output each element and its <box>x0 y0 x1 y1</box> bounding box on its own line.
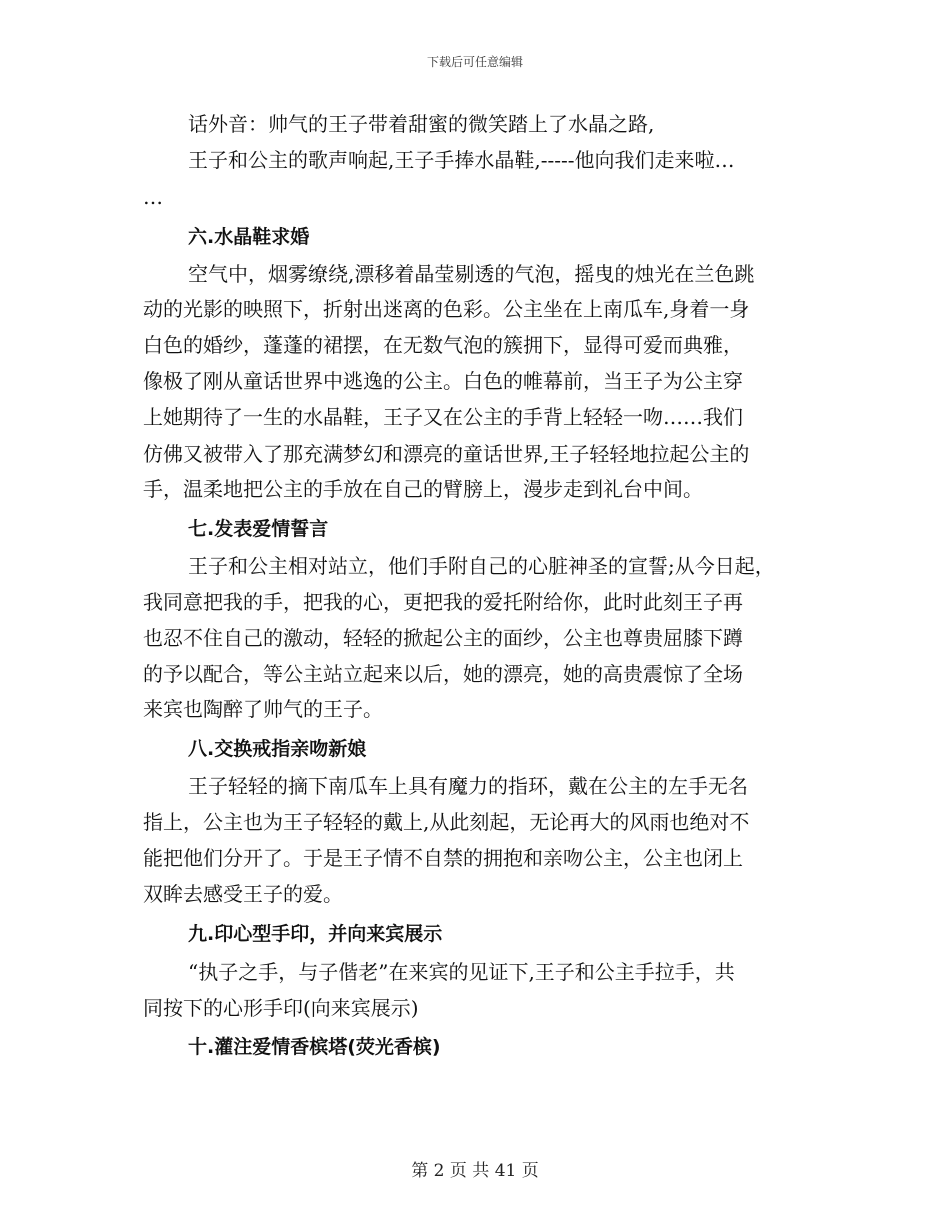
paragraph-line: 手，温柔地把公主的手放在自己的臂膀上，漫步走到礼台中间。 <box>143 477 703 501</box>
paragraph-line: 王子和公主的歌声响起,王子手捧水晶鞋,-----他向我们走来啦… <box>188 148 735 172</box>
paragraph-line: 仿佛又被带入了那充满梦幻和漂亮的童话世界,王子轻轻地拉起公主的 <box>143 442 750 466</box>
paragraph-line: 白色的婚纱，蓬蓬的裙摆，在无数气泡的簇拥下，显得可爱而典雅， <box>143 333 743 357</box>
paragraph-line: 也忍不住自己的激动，轻轻的掀起公主的面纱，公主也尊贵屈膝下蹲 <box>143 626 743 650</box>
paragraph-line: 像极了刚从童话世界中逃逸的公主。白色的帷幕前，当王子为公主穿 <box>143 369 743 393</box>
paragraph-line: 空气中，烟雾缭绕,漂移着晶莹剔透的气泡，摇曳的烛光在兰色跳 <box>188 262 755 286</box>
section-heading: 七.发表爱情誓言 <box>188 518 329 540</box>
paragraph-line: 能把他们分开了。于是王子情不自禁的拥抱和亲吻公主，公主也闭上 <box>143 846 743 870</box>
section-heading: 八.交换戒指亲吻新娘 <box>188 738 367 760</box>
paragraph-line: 王子轻轻的摘下南瓜车上具有魔力的指环，戴在公主的左手无名 <box>188 774 748 798</box>
section-heading: 六.水晶鞋求婚 <box>188 226 310 248</box>
section-heading: 十.灌注爱情香槟塔(荧光香槟) <box>188 1036 441 1058</box>
page-footer: 第 2 页 共 41 页 <box>411 1161 539 1181</box>
paragraph-line: 话外音：帅气的王子带着甜蜜的微笑踏上了水晶之路, <box>188 112 655 136</box>
paragraph-line: 双眸去感受王子的爱。 <box>143 882 343 906</box>
paragraph-line: 指上，公主也为王子轻轻的戴上,从此刻起，无论再大的风雨也绝对不 <box>143 810 750 834</box>
paragraph-line: 动的光影的映照下，折射出迷离的色彩。公主坐在上南瓜车,身着一身 <box>143 297 750 321</box>
paragraph-line: 同按下的心形手印(向来宾展示) <box>143 996 419 1020</box>
paragraph-line: “执子之手，与子偕老”在来宾的见证下,王子和公主手拉手，共 <box>188 960 735 984</box>
paragraph-line: 的予以配合，等公主站立起来以后，她的漂亮，她的高贵震惊了全场 <box>143 662 743 686</box>
paragraph-line: 来宾也陶醉了帅气的王子。 <box>143 697 383 721</box>
paragraph-line: 我同意把我的手，把我的心，更把我的爱托附给你，此时此刻王子再 <box>143 590 743 614</box>
paragraph-line: 上她期待了一生的水晶鞋，王子又在公主的手背上轻轻一吻……我们 <box>143 405 743 429</box>
paragraph-line: 王子和公主相对站立，他们手附自己的心脏神圣的宣誓;从今日起， <box>188 554 775 578</box>
section-heading: 九.印心型手印，并向来宾展示 <box>188 923 443 945</box>
paragraph-line: … <box>143 185 163 209</box>
page-header: 下载后可任意编辑 <box>426 55 523 69</box>
